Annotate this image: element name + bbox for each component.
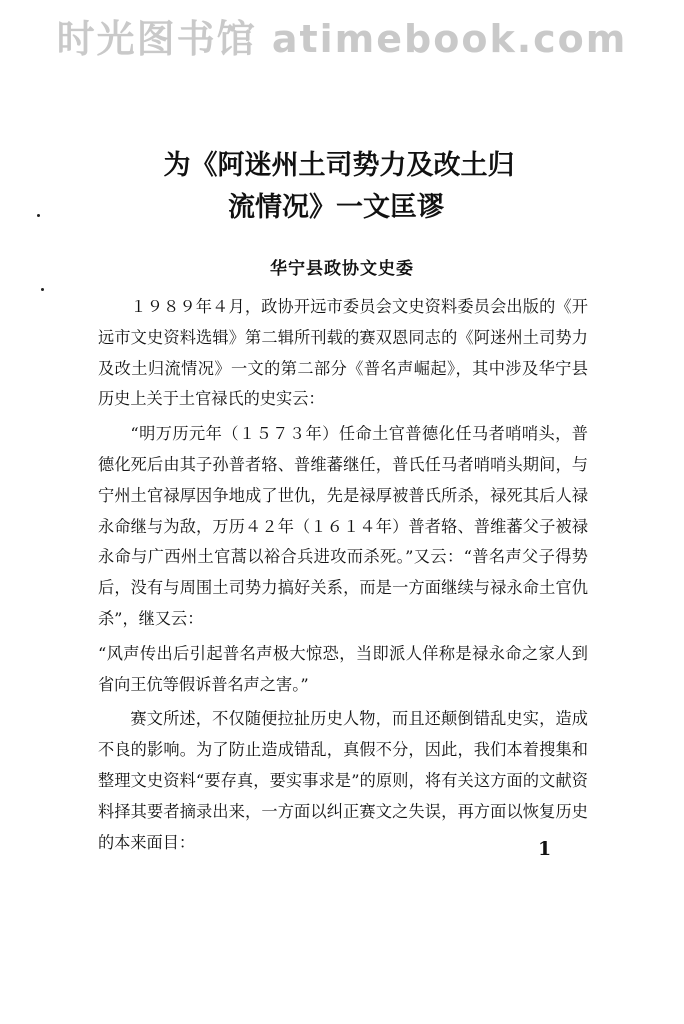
article-title-line-1: 为《阿迷州土司势力及改土归: [163, 150, 515, 181]
scan-speck: [41, 288, 44, 291]
article-body: [98, 292, 588, 862]
article-title: [0, 145, 684, 229]
paragraph: 赛文所述，不仅随便拉扯历史人物，而且还颠倒错乱史实，造成不良的影响。为了防止造成错乱，真假不分，因此，我们本着搜集和整理文史资料“要存真，要实事求是”的原则，将有关这方面的文献资料择其要者摘录出来，一方面以纠正赛文之失误，再方面以恢复历史的本来面目：: [98, 709, 588, 852]
author-line: 华宁县政协文史委: [270, 259, 414, 279]
paragraph: “风声传出后引起普名声极大惊恐，当即派人佯称是禄永命之家人到省向王伉等假诉普名声之害。”: [98, 643, 588, 694]
article-title-line-2: 流情况》一文匡谬: [228, 192, 444, 223]
page-number: 1: [538, 838, 552, 860]
watermark: 时光图书馆 atimebook.com: [56, 17, 628, 61]
paragraph: “明万历元年（１５７３年）任命土官普德化任马者哨哨头，普德化死后由其子孙普者辂、普维蕃继任，普氏任马者哨哨头期间，与宁州土官禄厚因争地成了世仇，先是禄厚被普氏所杀，禄死其后人禄永命继与为敌，万历４２年（１６１４年）普者辂、普维蕃父子被禄永命与广西州土官蒿以裕合兵进攻而杀死。”又云：“普名声父子得势后，没有与周围土司势力搞好关系，而是一方面继续与禄永命土官仇杀”，继又云：: [98, 424, 588, 628]
paragraph: １９８９年４月，政协开远市委员会文史资料委员会出版的《开远市文史资料选辑》第二辑所刊载的赛双恩同志的《阿迷州土司势力及改土归流情况》一文的第二部分《普名声崛起》，其中涉及华宁县历史上关于土官禄氏的史实云：: [98, 297, 588, 409]
